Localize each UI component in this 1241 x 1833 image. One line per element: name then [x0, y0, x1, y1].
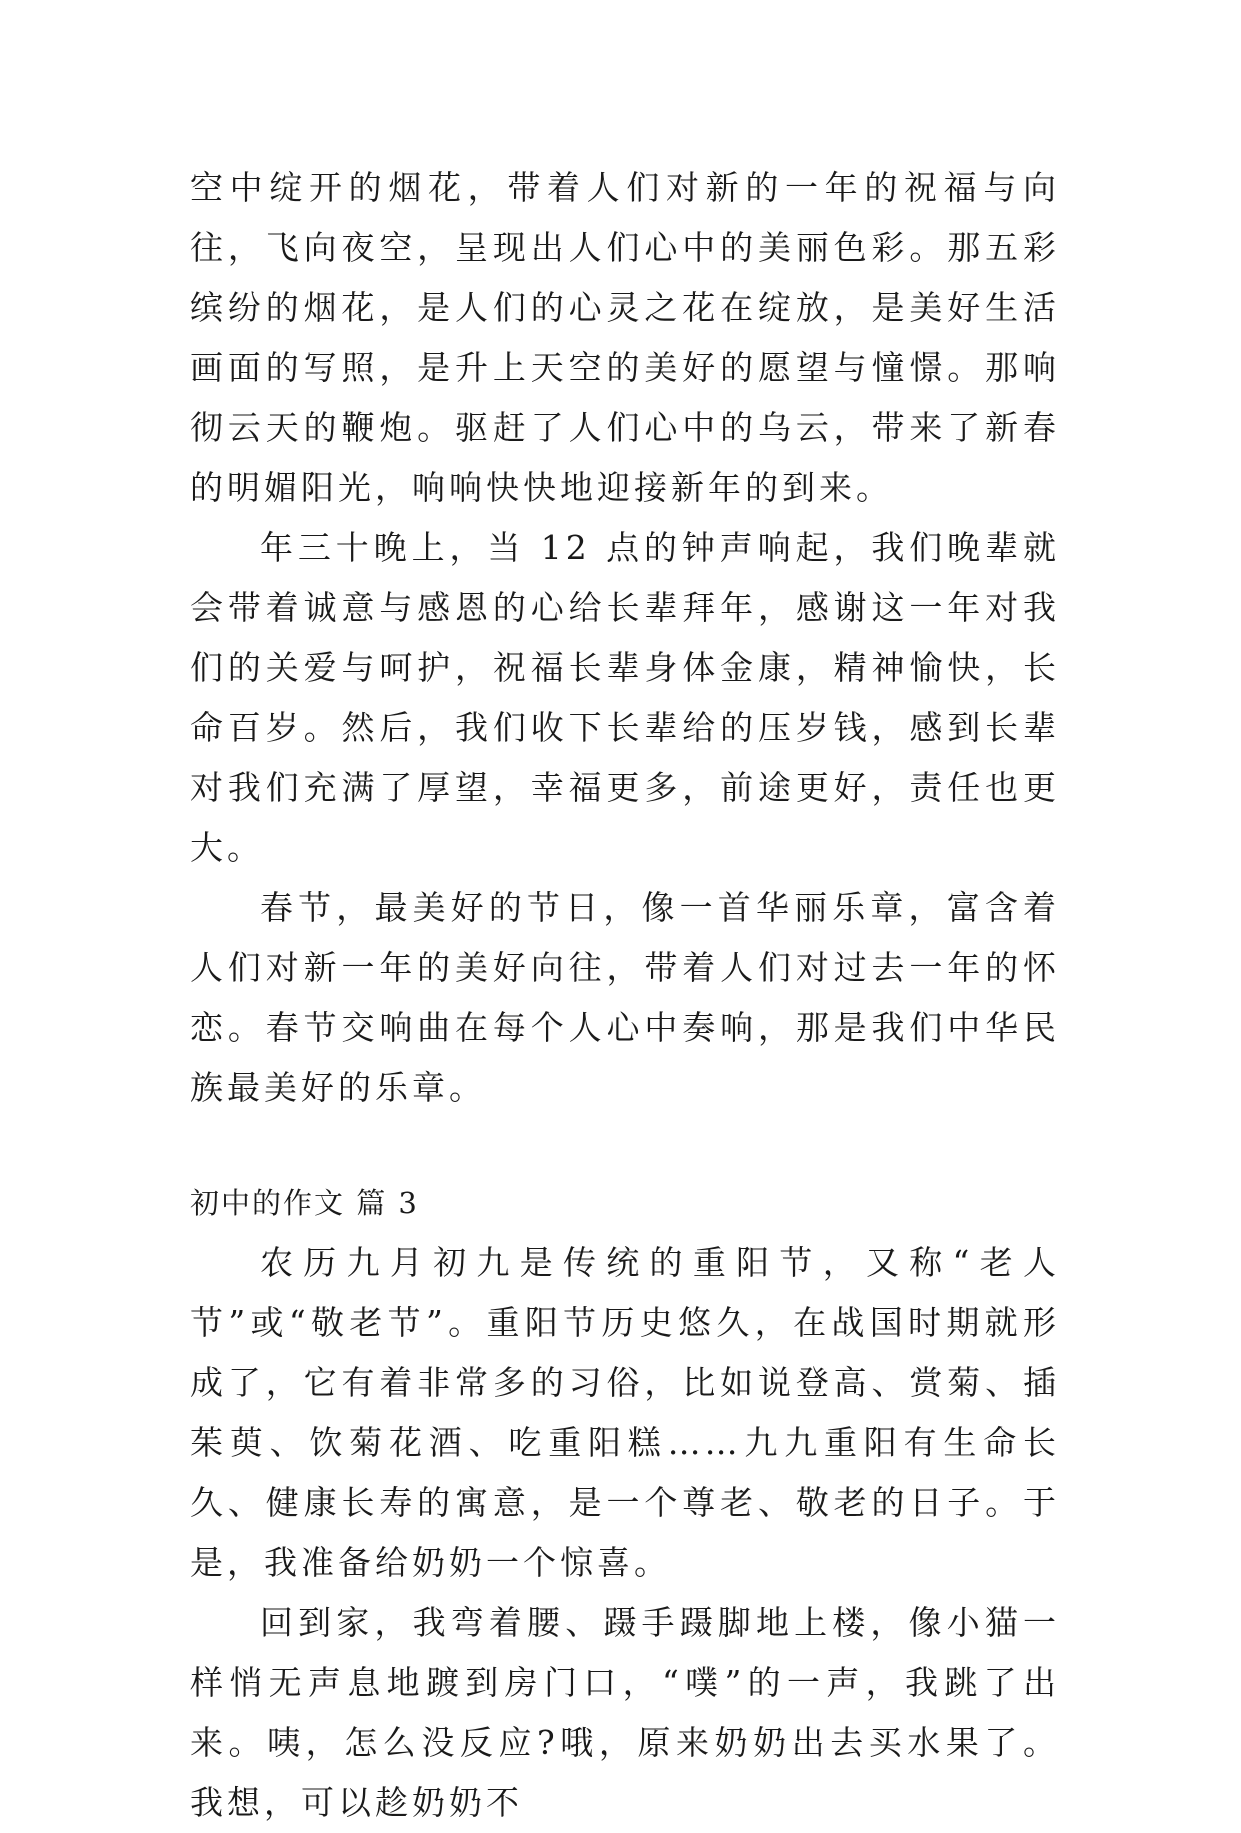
paragraph-back-home: 回到家，我弯着腰、蹑手蹑脚地上楼，像小猫一样悄无声息地踱到房门口，“噗”的一声，我跳了出来。咦，怎么没反应?哦，原来奶奶出去买水果了。我想，可以趁奶奶不: [190, 1603, 1060, 1822]
paragraph-fireworks: 空中绽开的烟花，带着人们对新的一年的祝福与向往，飞向夜空，呈现出人们心中的美丽色彩。那五彩缤纷的烟花，是人们的心灵之花在绽放，是美好生活画面的写照，是升上天空的美好的愿望与憧憬。那响彻云天的鞭炮。驱赶了人们心中的乌云，带来了新春的明媚阳光，响响快快地迎接新年的到来。: [190, 168, 1060, 507]
paragraph-spring-festival: 春节，最美好的节日，像一首华丽乐章，富含着人们对新一年的美好向往，带着人们对过去一年的怀恋。春节交响曲在每个人心中奏响，那是我们中华民族最美好的乐章。: [190, 888, 1060, 1107]
document-body: [190, 158, 1060, 1833]
section-heading: 初中的作文 篇 3: [190, 1186, 419, 1220]
paragraph-double-ninth: 农历九月初九是传统的重阳节，又称“老人节”或“敬老节”。重阳节历史悠久，在战国时期就形成了，它有着非常多的习俗，比如说登高、赏菊、插茱萸、饮菊花酒、吃重阳糕……九九重阳有生命长久、健康长寿的寓意，是一个尊老、敬老的日子。于是，我准备给奶奶一个惊喜。: [190, 1243, 1060, 1582]
paragraph-new-year-eve: 年三十晚上，当 12 点的钟声响起，我们晚辈就会带着诚意与感恩的心给长辈拜年，感谢这一年对我们的关爱与呵护，祝福长辈身体金康，精神愉快，长命百岁。然后，我们收下长辈给的压岁钱，感到长辈对我们充满了厚望，幸福更多，前途更好，责任也更大。: [190, 528, 1060, 867]
